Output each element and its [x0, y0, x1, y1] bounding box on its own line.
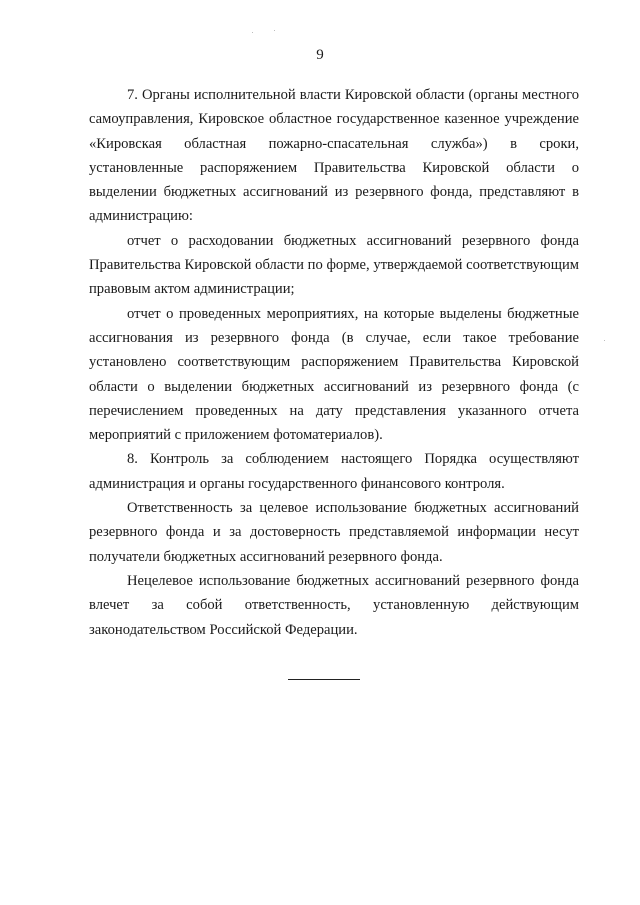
paragraph-responsibility: Ответственность за целевое использование бюджетных ассигнований резервного фонда и за достоверность представляемой информации несут получатели бюджетных ассигнований резервного фонда. [89, 500, 579, 565]
page-number: 9 [316, 47, 324, 63]
scan-speck [604, 340, 605, 341]
paragraph-7-intro: 7. Органы исполнительной власти Кировской области (органы местного самоуправления, Кировское областное государственное казенное учреждение «Кировская областная пожарно-спасательная служба») в сроки, установленные распоряжением Правительства Кировской области о выделении бюджетных ассигнований из резервного фонда, представляют в администрацию: [89, 87, 579, 225]
document-body [89, 83, 579, 642]
scan-speck [252, 32, 253, 33]
paragraph-report-activities: отчет о проведенных мероприятиях, на которые выделены бюджетные ассигнования из резервного фонда (в случае, если такое требование установлено соответствующим распоряжением Правительства Кировской области о выделении бюджетных ассигнований из резервного фонда (с перечислением проведенных на дату представления указанного отчета мероприятий с приложением фотоматериалов). [89, 305, 579, 444]
paragraph-8-control: 8. Контроль за соблюдением настоящего Порядка осуществляют администрация и органы государственного финансового контроля. [89, 451, 579, 492]
scan-speck [274, 30, 275, 31]
paragraph-misuse: Нецелевое использование бюджетных ассигнований резервного фонда влечет за собой ответственность, установленную действующим законодательством Российской Федерации. [89, 572, 579, 638]
end-separator-line [288, 679, 360, 680]
paragraph-report-expenditure: отчет о расходовании бюджетных ассигнований резервного фонда Правительства Кировской области по форме, утверждаемой соответствующим правовым актом администрации; [89, 232, 579, 298]
